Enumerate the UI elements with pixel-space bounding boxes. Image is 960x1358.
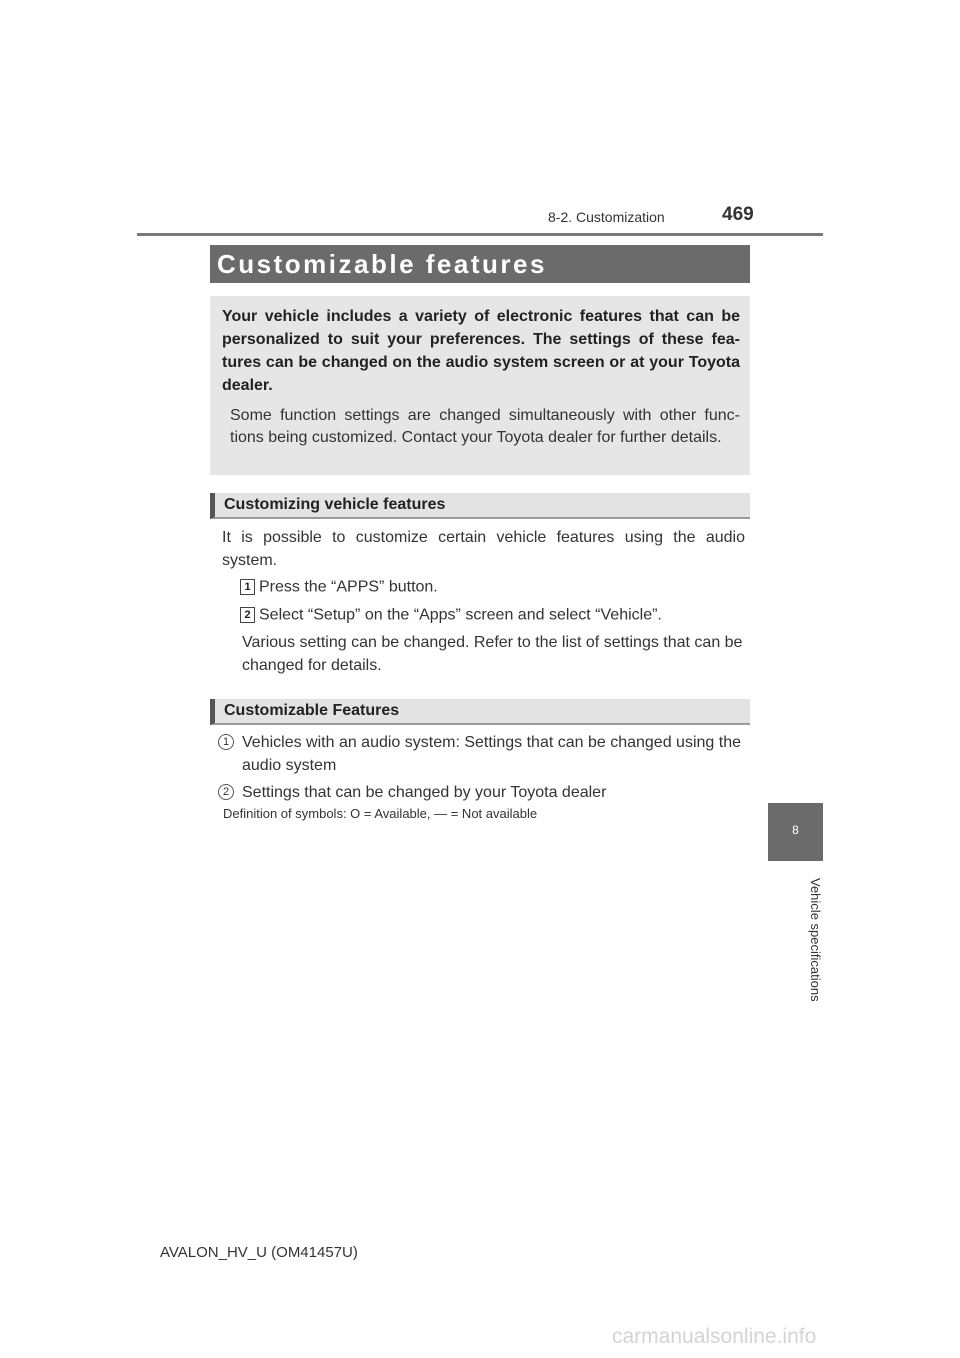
section-heading-customizing: Customizing vehicle features bbox=[210, 493, 750, 519]
step-1 bbox=[240, 575, 438, 597]
footer-model: AVALON_HV_U (OM41457U) bbox=[160, 1244, 358, 1261]
header-section: 8-2. Customization bbox=[548, 209, 665, 225]
step-number: 1 bbox=[240, 579, 255, 595]
step-text: Press the “APPS” button. bbox=[259, 578, 438, 596]
circled-number: 2 bbox=[218, 784, 234, 800]
chapter-label: Vehicle specifications bbox=[808, 878, 823, 1002]
intro-note-text: Some function settings are changed simultaneously with other func-tions being customized. Contact your Toyota dealer for further details. bbox=[230, 407, 740, 446]
step-text: Select “Setup” on the “Apps” screen and select “Vehicle”. bbox=[259, 606, 662, 624]
list-item bbox=[218, 781, 745, 804]
page-number: 469 bbox=[722, 204, 754, 225]
intro-box bbox=[210, 296, 750, 475]
symbol-definition: Definition of symbols: O = Available, — = Not available bbox=[223, 806, 538, 821]
intro-bold-text: Your vehicle includes a variety of electronic features that can be personalized to suit your preferences. The settings of these fea-tures can be changed on the audio system screen or at your Toyota dealer. bbox=[222, 308, 740, 394]
section1-paragraph: It is possible to customize certain vehicle features using the audio system. bbox=[222, 529, 745, 569]
section-heading-features: Customizable Features bbox=[210, 699, 750, 725]
watermark: carmanualsonline.info bbox=[612, 1325, 817, 1348]
list-item-text: Settings that can be changed by your Toyota dealer bbox=[242, 784, 607, 801]
page-title: Customizable features bbox=[210, 245, 750, 283]
header-rule bbox=[137, 233, 823, 236]
circled-number: 1 bbox=[218, 734, 234, 750]
chapter-tab bbox=[768, 803, 823, 861]
chapter-number: 8 bbox=[792, 823, 799, 837]
step-number: 2 bbox=[240, 607, 255, 623]
list-item-text: Vehicles with an audio system: Settings that can be changed using the audio system bbox=[242, 734, 741, 774]
step-2 bbox=[240, 603, 662, 625]
section1-follow-text: Various setting can be changed. Refer to the list of settings that can be changed for details. bbox=[242, 634, 743, 674]
list-item bbox=[218, 731, 745, 777]
